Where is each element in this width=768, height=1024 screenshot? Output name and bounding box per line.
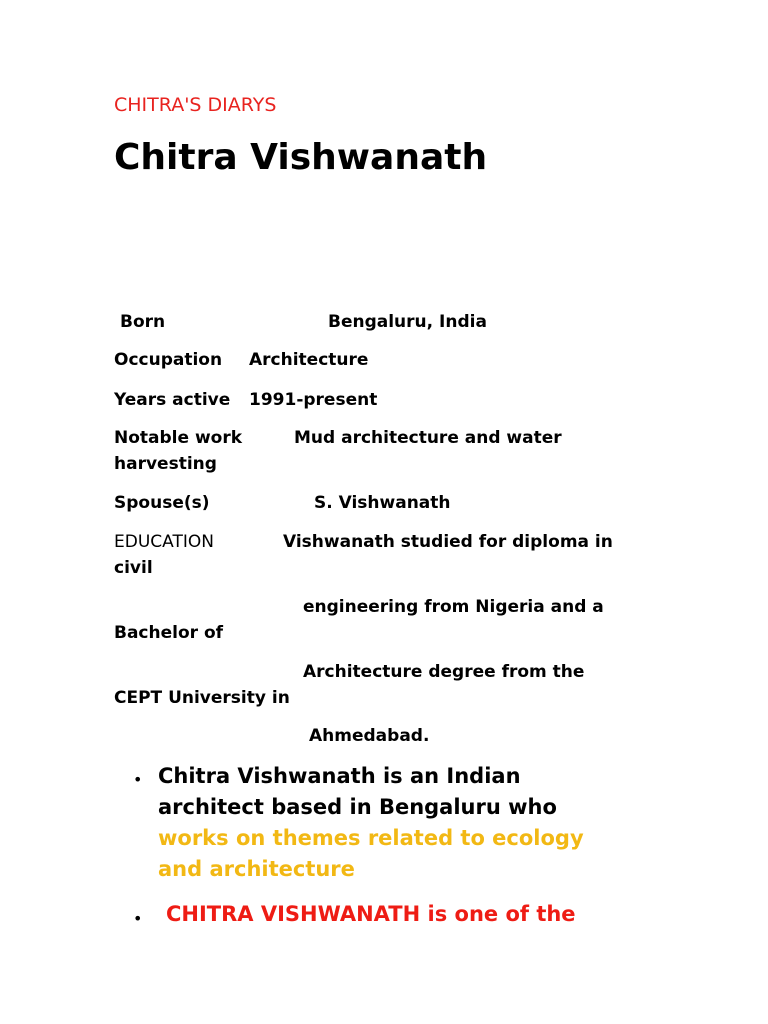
education-line: Ahmedabad. — [309, 726, 430, 746]
bullet-highlight-line: works on themes related to ecology — [158, 826, 584, 850]
diary-label: CHITRA'S DIARYS — [114, 94, 277, 116]
spouse-value: S. Vishwanath — [314, 493, 451, 513]
bullet-line: Chitra Vishwanath is an Indian — [158, 764, 521, 788]
born-label: Born — [120, 312, 166, 332]
spouse-label: Spouse(s) — [114, 493, 210, 513]
years-active-label: Years active — [114, 390, 231, 410]
notable-work-value: Mud architecture and water — [294, 428, 562, 448]
education-line: civil — [114, 558, 153, 578]
bullet-item: CHITRA VISHWANATH is one of the — [166, 902, 576, 926]
education-line: Architecture degree from the — [303, 662, 585, 682]
page-title: Chitra Vishwanath — [114, 137, 488, 178]
bullet-highlight-line: and architecture — [158, 857, 355, 881]
bullet-item — [158, 761, 584, 885]
education-line: Vishwanath studied for diploma in — [283, 532, 613, 552]
years-active-value: 1991-present — [249, 390, 378, 410]
education-line: CEPT University in — [114, 688, 290, 708]
bullet-marker: • — [133, 770, 143, 789]
education-line: engineering from Nigeria and a — [303, 597, 604, 617]
bullet-marker: • — [133, 909, 143, 928]
born-value: Bengaluru, India — [328, 312, 487, 332]
education-label: EDUCATION — [114, 532, 214, 552]
occupation-label: Occupation — [114, 350, 223, 370]
notable-work-label: Notable work — [114, 428, 243, 448]
bullet-line: architect based in Bengaluru who — [158, 795, 557, 819]
occupation-value: Architecture — [249, 350, 369, 370]
education-line: Bachelor of — [114, 623, 224, 643]
notable-work-value-continued: harvesting — [114, 454, 217, 474]
